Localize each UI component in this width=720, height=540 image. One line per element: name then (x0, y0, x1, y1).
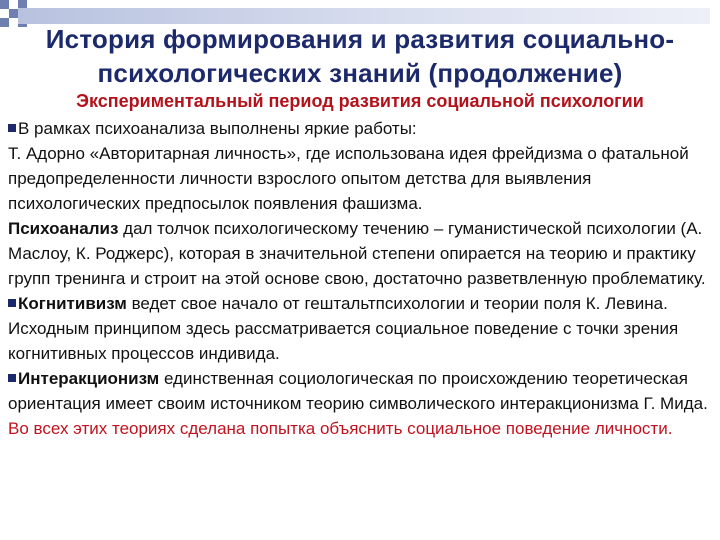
paragraph-text: В рамках психоанализа выполнены яркие работы: (18, 119, 417, 138)
square-bullet-icon (8, 124, 16, 132)
slide-subtitle: Экспериментальный период развития социальной психологии (76, 91, 644, 111)
paragraph-conclusion: Во всех этих теориях сделана попытка объяснить социальное поведение личности. (8, 419, 673, 438)
term-interactionism: Интеракционизм (18, 369, 160, 388)
term-cognitivism: Когнитивизм (18, 294, 127, 313)
paragraph-adorno (8, 141, 712, 216)
paragraph-text: ведет свое начало от гештальтпсихологии и теории поля К. Левина. Исходным принципом здесь рассматривается социальное поведение с точки зрения когнитивных процессов индивида. (8, 294, 679, 363)
paragraph-psychoanalysis-works (8, 116, 712, 141)
paragraph-humanistic (8, 216, 712, 291)
slide-body (8, 116, 712, 441)
paragraph-text: единственная социологическая по происхождению теоретическая ориентация имеет своим источником теорию символического интеракционизма Г. Мида. (8, 369, 708, 413)
paragraph-cognitivism (8, 291, 712, 366)
paragraph-interactionism (8, 366, 712, 416)
slide-title: История формирования и развития социально-психологических знаний (продолжение) (45, 24, 675, 88)
term-psychoanalysis: Психоанализ (8, 219, 119, 238)
paragraph-text: дал толчок психологическому течению – гуманистической психологии (А. Маслоу, К. Роджерс), которая в значительной степени опирается на теорию и практику групп тренинга и строит на этой основе свою, достаточно разветвленную проблематику. (8, 219, 706, 288)
square-bullet-icon (8, 374, 16, 382)
square-bullet-icon (8, 299, 16, 307)
paragraph-text: Т. Адорно «Авторитарная личность», где использована идея фрейдизма о фатальной предопределенности личности взрослого опытом детства для выявления психологических предпосылок появления фашизма. (8, 144, 689, 213)
